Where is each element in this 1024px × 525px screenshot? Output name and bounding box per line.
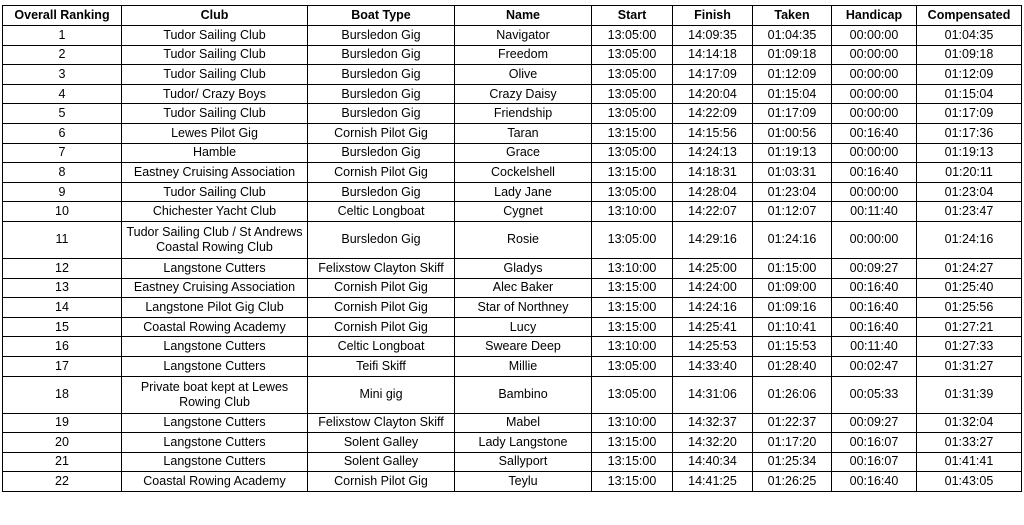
cell-name: Lady Jane <box>455 182 592 202</box>
cell-finish: 14:20:04 <box>673 84 753 104</box>
cell-start: 13:05:00 <box>592 143 673 163</box>
cell-compensated: 01:25:56 <box>917 298 1022 318</box>
cell-boat-type: Cornish Pilot Gig <box>308 298 455 318</box>
cell-overall-ranking: 2 <box>3 45 122 65</box>
cell-boat-type: Solent Galley <box>308 452 455 472</box>
cell-compensated: 01:25:40 <box>917 278 1022 298</box>
cell-start: 13:10:00 <box>592 337 673 357</box>
cell-taken: 01:00:56 <box>753 123 832 143</box>
cell-handicap: 00:16:40 <box>832 163 917 183</box>
cell-start: 13:15:00 <box>592 278 673 298</box>
cell-club: Tudor Sailing Club <box>122 182 308 202</box>
cell-name: Cygnet <box>455 202 592 222</box>
cell-taken: 01:09:18 <box>753 45 832 65</box>
cell-club: Langstone Cutters <box>122 258 308 278</box>
cell-handicap: 00:02:47 <box>832 356 917 376</box>
cell-club: Hamble <box>122 143 308 163</box>
cell-compensated: 01:27:33 <box>917 337 1022 357</box>
cell-boat-type: Mini gig <box>308 376 455 413</box>
cell-club: Lewes Pilot Gig <box>122 123 308 143</box>
cell-start: 13:05:00 <box>592 221 673 258</box>
column-header-club: Club <box>122 6 308 26</box>
cell-overall-ranking: 5 <box>3 104 122 124</box>
cell-compensated: 01:24:16 <box>917 221 1022 258</box>
cell-boat-type: Felixstow Clayton Skiff <box>308 258 455 278</box>
table-row <box>3 278 1022 298</box>
table-row <box>3 413 1022 433</box>
cell-taken: 01:28:40 <box>753 356 832 376</box>
table-row <box>3 258 1022 278</box>
cell-start: 13:05:00 <box>592 104 673 124</box>
cell-start: 13:15:00 <box>592 452 673 472</box>
cell-overall-ranking: 9 <box>3 182 122 202</box>
cell-finish: 14:24:00 <box>673 278 753 298</box>
cell-start: 13:10:00 <box>592 413 673 433</box>
cell-boat-type: Bursledon Gig <box>308 84 455 104</box>
cell-handicap: 00:00:00 <box>832 182 917 202</box>
cell-name: Star of Northney <box>455 298 592 318</box>
cell-finish: 14:14:18 <box>673 45 753 65</box>
table-row <box>3 84 1022 104</box>
cell-finish: 14:25:41 <box>673 317 753 337</box>
cell-overall-ranking: 19 <box>3 413 122 433</box>
cell-compensated: 01:09:18 <box>917 45 1022 65</box>
cell-overall-ranking: 6 <box>3 123 122 143</box>
cell-club: Tudor Sailing Club <box>122 26 308 46</box>
cell-taken: 01:03:31 <box>753 163 832 183</box>
cell-compensated: 01:41:41 <box>917 452 1022 472</box>
cell-taken: 01:24:16 <box>753 221 832 258</box>
table-row <box>3 472 1022 492</box>
cell-start: 13:10:00 <box>592 258 673 278</box>
cell-name: Alec Baker <box>455 278 592 298</box>
column-header-finish: Finish <box>673 6 753 26</box>
table-body <box>3 26 1022 492</box>
cell-overall-ranking: 1 <box>3 26 122 46</box>
cell-boat-type: Bursledon Gig <box>308 221 455 258</box>
cell-finish: 14:40:34 <box>673 452 753 472</box>
cell-handicap: 00:16:07 <box>832 452 917 472</box>
cell-club: Tudor/ Crazy Boys <box>122 84 308 104</box>
cell-name: Olive <box>455 65 592 85</box>
table-row <box>3 143 1022 163</box>
table-row <box>3 123 1022 143</box>
cell-finish: 14:41:25 <box>673 472 753 492</box>
cell-compensated: 01:31:27 <box>917 356 1022 376</box>
cell-name: Teylu <box>455 472 592 492</box>
cell-start: 13:15:00 <box>592 298 673 318</box>
cell-club: Langstone Cutters <box>122 413 308 433</box>
cell-compensated: 01:32:04 <box>917 413 1022 433</box>
cell-start: 13:05:00 <box>592 356 673 376</box>
column-header-boat-type: Boat Type <box>308 6 455 26</box>
cell-overall-ranking: 14 <box>3 298 122 318</box>
cell-taken: 01:19:13 <box>753 143 832 163</box>
cell-name: Sallyport <box>455 452 592 472</box>
cell-club: Eastney Cruising Association <box>122 278 308 298</box>
cell-name: Gladys <box>455 258 592 278</box>
cell-start: 13:05:00 <box>592 65 673 85</box>
table-row <box>3 182 1022 202</box>
cell-overall-ranking: 17 <box>3 356 122 376</box>
cell-finish: 14:33:40 <box>673 356 753 376</box>
table-row <box>3 317 1022 337</box>
column-header-handicap: Handicap <box>832 6 917 26</box>
cell-start: 13:15:00 <box>592 123 673 143</box>
cell-overall-ranking: 20 <box>3 433 122 453</box>
cell-boat-type: Cornish Pilot Gig <box>308 123 455 143</box>
results-table-container <box>2 5 1021 492</box>
cell-finish: 14:18:31 <box>673 163 753 183</box>
cell-handicap: 00:00:00 <box>832 221 917 258</box>
cell-finish: 14:28:04 <box>673 182 753 202</box>
cell-overall-ranking: 16 <box>3 337 122 357</box>
cell-overall-ranking: 3 <box>3 65 122 85</box>
cell-start: 13:05:00 <box>592 84 673 104</box>
cell-handicap: 00:09:27 <box>832 258 917 278</box>
cell-handicap: 00:05:33 <box>832 376 917 413</box>
cell-compensated: 01:33:27 <box>917 433 1022 453</box>
cell-taken: 01:09:16 <box>753 298 832 318</box>
cell-boat-type: Cornish Pilot Gig <box>308 472 455 492</box>
cell-handicap: 00:00:00 <box>832 26 917 46</box>
cell-handicap: 00:16:40 <box>832 298 917 318</box>
cell-name: Navigator <box>455 26 592 46</box>
cell-compensated: 01:17:09 <box>917 104 1022 124</box>
cell-handicap: 00:09:27 <box>832 413 917 433</box>
cell-handicap: 00:16:40 <box>832 123 917 143</box>
cell-boat-type: Cornish Pilot Gig <box>308 317 455 337</box>
cell-boat-type: Cornish Pilot Gig <box>308 278 455 298</box>
cell-overall-ranking: 11 <box>3 221 122 258</box>
cell-overall-ranking: 12 <box>3 258 122 278</box>
table-row <box>3 45 1022 65</box>
cell-finish: 14:32:20 <box>673 433 753 453</box>
table-row <box>3 298 1022 318</box>
cell-club: Coastal Rowing Academy <box>122 472 308 492</box>
cell-compensated: 01:17:36 <box>917 123 1022 143</box>
cell-start: 13:15:00 <box>592 472 673 492</box>
table-row <box>3 376 1022 413</box>
cell-name: Bambino <box>455 376 592 413</box>
cell-taken: 01:17:20 <box>753 433 832 453</box>
cell-taken: 01:15:53 <box>753 337 832 357</box>
cell-taken: 01:26:25 <box>753 472 832 492</box>
cell-taken: 01:12:09 <box>753 65 832 85</box>
cell-club: Langstone Cutters <box>122 452 308 472</box>
cell-overall-ranking: 18 <box>3 376 122 413</box>
cell-handicap: 00:16:40 <box>832 472 917 492</box>
cell-finish: 14:24:16 <box>673 298 753 318</box>
cell-finish: 14:22:09 <box>673 104 753 124</box>
cell-club: Langstone Cutters <box>122 356 308 376</box>
cell-compensated: 01:27:21 <box>917 317 1022 337</box>
cell-compensated: 01:31:39 <box>917 376 1022 413</box>
cell-finish: 14:22:07 <box>673 202 753 222</box>
cell-club: Langstone Cutters <box>122 337 308 357</box>
table-row <box>3 104 1022 124</box>
cell-start: 13:05:00 <box>592 26 673 46</box>
cell-taken: 01:15:00 <box>753 258 832 278</box>
cell-club: Tudor Sailing Club <box>122 45 308 65</box>
cell-name: Sweare Deep <box>455 337 592 357</box>
cell-club: Langstone Cutters <box>122 433 308 453</box>
cell-club: Private boat kept at Lewes Rowing Club <box>122 376 308 413</box>
cell-compensated: 01:04:35 <box>917 26 1022 46</box>
cell-finish: 14:09:35 <box>673 26 753 46</box>
column-header-taken: Taken <box>753 6 832 26</box>
cell-finish: 14:15:56 <box>673 123 753 143</box>
table-row <box>3 65 1022 85</box>
cell-name: Millie <box>455 356 592 376</box>
column-header-overall-ranking: Overall Ranking <box>3 6 122 26</box>
cell-name: Rosie <box>455 221 592 258</box>
table-row <box>3 356 1022 376</box>
cell-start: 13:10:00 <box>592 202 673 222</box>
cell-finish: 14:17:09 <box>673 65 753 85</box>
cell-taken: 01:23:04 <box>753 182 832 202</box>
cell-club: Chichester Yacht Club <box>122 202 308 222</box>
cell-start: 13:05:00 <box>592 182 673 202</box>
cell-name: Lady Langstone <box>455 433 592 453</box>
cell-boat-type: Solent Galley <box>308 433 455 453</box>
cell-taken: 01:25:34 <box>753 452 832 472</box>
cell-overall-ranking: 15 <box>3 317 122 337</box>
cell-name: Taran <box>455 123 592 143</box>
cell-finish: 14:31:06 <box>673 376 753 413</box>
cell-club: Langstone Pilot Gig Club <box>122 298 308 318</box>
cell-overall-ranking: 21 <box>3 452 122 472</box>
cell-boat-type: Celtic Longboat <box>308 202 455 222</box>
cell-compensated: 01:24:27 <box>917 258 1022 278</box>
cell-boat-type: Bursledon Gig <box>308 182 455 202</box>
cell-name: Freedom <box>455 45 592 65</box>
table-row <box>3 163 1022 183</box>
cell-handicap: 00:16:40 <box>832 278 917 298</box>
cell-boat-type: Celtic Longboat <box>308 337 455 357</box>
cell-compensated: 01:23:04 <box>917 182 1022 202</box>
cell-taken: 01:12:07 <box>753 202 832 222</box>
cell-finish: 14:25:53 <box>673 337 753 357</box>
cell-handicap: 00:11:40 <box>832 337 917 357</box>
table-row <box>3 202 1022 222</box>
cell-finish: 14:29:16 <box>673 221 753 258</box>
cell-handicap: 00:00:00 <box>832 84 917 104</box>
cell-handicap: 00:11:40 <box>832 202 917 222</box>
table-row <box>3 337 1022 357</box>
cell-boat-type: Teifi Skiff <box>308 356 455 376</box>
cell-name: Friendship <box>455 104 592 124</box>
cell-boat-type: Cornish Pilot Gig <box>308 163 455 183</box>
column-header-name: Name <box>455 6 592 26</box>
cell-finish: 14:32:37 <box>673 413 753 433</box>
table-row <box>3 221 1022 258</box>
cell-club: Tudor Sailing Club <box>122 65 308 85</box>
cell-finish: 14:24:13 <box>673 143 753 163</box>
table-row <box>3 452 1022 472</box>
cell-club: Eastney Cruising Association <box>122 163 308 183</box>
cell-compensated: 01:12:09 <box>917 65 1022 85</box>
cell-name: Crazy Daisy <box>455 84 592 104</box>
cell-overall-ranking: 4 <box>3 84 122 104</box>
cell-overall-ranking: 13 <box>3 278 122 298</box>
cell-taken: 01:09:00 <box>753 278 832 298</box>
cell-boat-type: Felixstow Clayton Skiff <box>308 413 455 433</box>
cell-compensated: 01:23:47 <box>917 202 1022 222</box>
table-row <box>3 26 1022 46</box>
cell-handicap: 00:00:00 <box>832 45 917 65</box>
cell-boat-type: Bursledon Gig <box>308 65 455 85</box>
header-row <box>3 6 1022 26</box>
cell-boat-type: Bursledon Gig <box>308 104 455 124</box>
cell-handicap: 00:16:07 <box>832 433 917 453</box>
cell-start: 13:15:00 <box>592 317 673 337</box>
cell-handicap: 00:16:40 <box>832 317 917 337</box>
cell-handicap: 00:00:00 <box>832 65 917 85</box>
cell-club: Tudor Sailing Club / St Andrews Coastal Rowing Club <box>122 221 308 258</box>
cell-finish: 14:25:00 <box>673 258 753 278</box>
cell-compensated: 01:19:13 <box>917 143 1022 163</box>
cell-start: 13:15:00 <box>592 433 673 453</box>
cell-taken: 01:10:41 <box>753 317 832 337</box>
cell-compensated: 01:20:11 <box>917 163 1022 183</box>
cell-boat-type: Bursledon Gig <box>308 143 455 163</box>
cell-taken: 01:26:06 <box>753 376 832 413</box>
cell-compensated: 01:43:05 <box>917 472 1022 492</box>
cell-name: Grace <box>455 143 592 163</box>
column-header-compensated: Compensated <box>917 6 1022 26</box>
cell-start: 13:05:00 <box>592 45 673 65</box>
cell-name: Mabel <box>455 413 592 433</box>
cell-start: 13:05:00 <box>592 376 673 413</box>
cell-handicap: 00:00:00 <box>832 143 917 163</box>
cell-overall-ranking: 8 <box>3 163 122 183</box>
cell-name: Cockelshell <box>455 163 592 183</box>
cell-overall-ranking: 7 <box>3 143 122 163</box>
results-table <box>2 5 1022 492</box>
cell-taken: 01:22:37 <box>753 413 832 433</box>
cell-handicap: 00:00:00 <box>832 104 917 124</box>
table-row <box>3 433 1022 453</box>
cell-overall-ranking: 22 <box>3 472 122 492</box>
cell-name: Lucy <box>455 317 592 337</box>
cell-start: 13:15:00 <box>592 163 673 183</box>
cell-club: Coastal Rowing Academy <box>122 317 308 337</box>
column-header-start: Start <box>592 6 673 26</box>
cell-taken: 01:17:09 <box>753 104 832 124</box>
cell-taken: 01:15:04 <box>753 84 832 104</box>
cell-compensated: 01:15:04 <box>917 84 1022 104</box>
cell-boat-type: Bursledon Gig <box>308 45 455 65</box>
cell-taken: 01:04:35 <box>753 26 832 46</box>
cell-club: Tudor Sailing Club <box>122 104 308 124</box>
cell-overall-ranking: 10 <box>3 202 122 222</box>
cell-boat-type: Bursledon Gig <box>308 26 455 46</box>
